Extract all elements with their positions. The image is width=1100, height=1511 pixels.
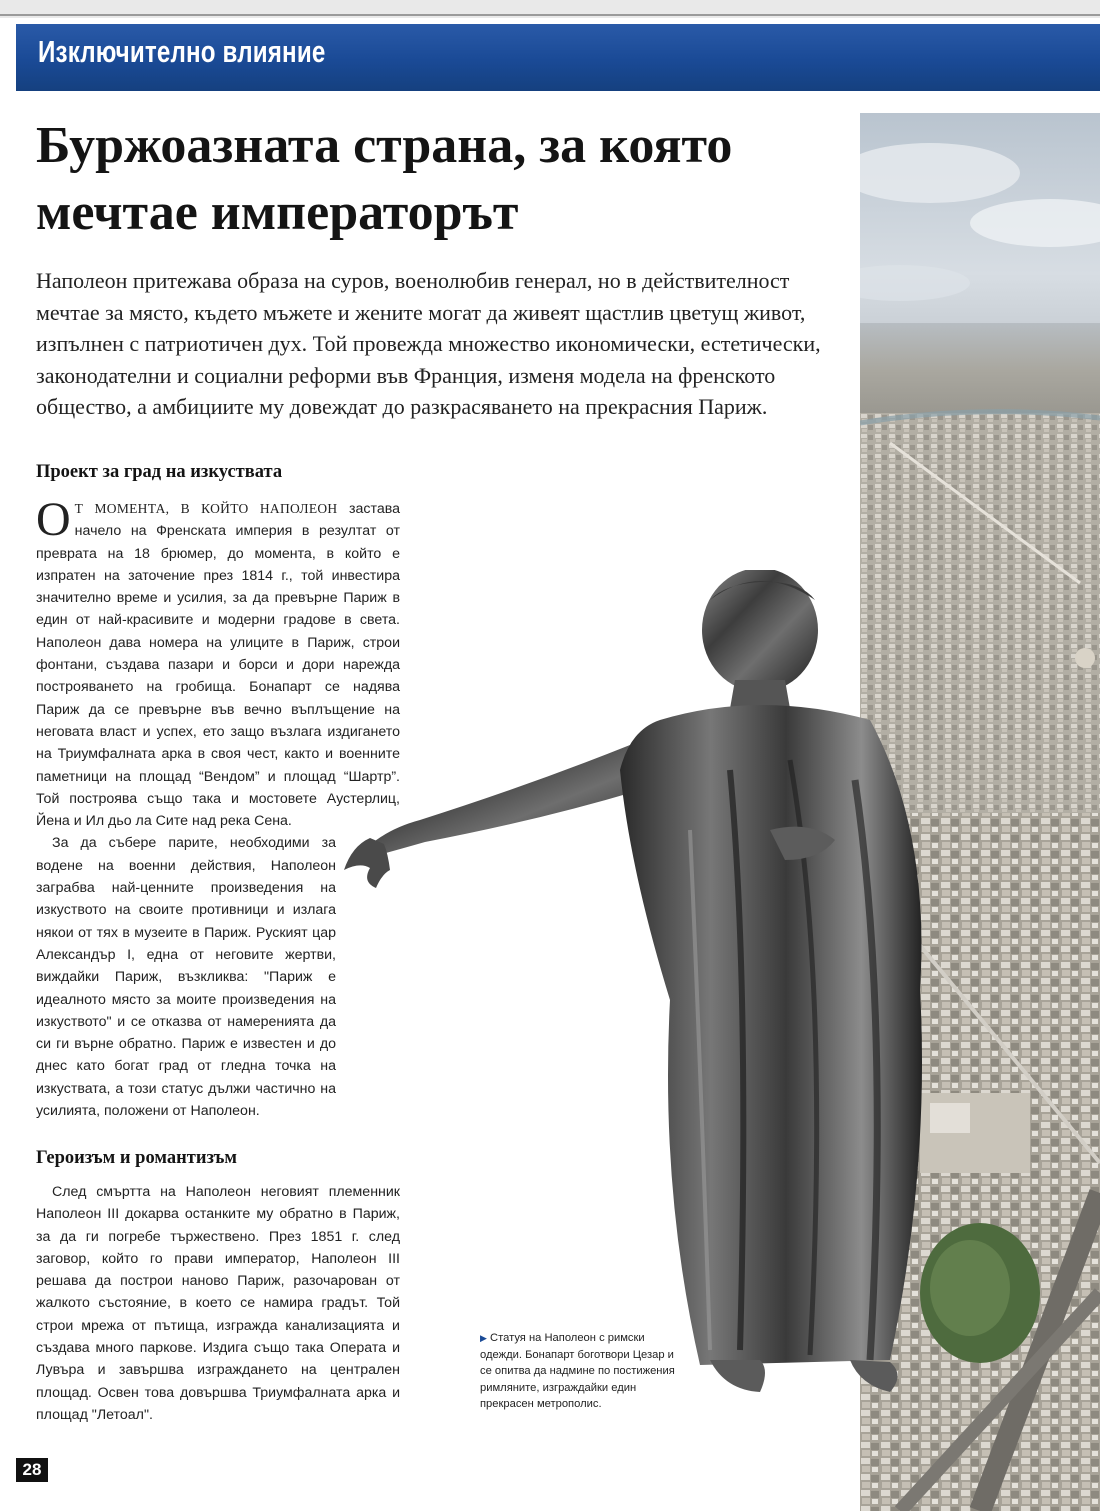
dropcap: О [36, 493, 71, 546]
napoleon-statue-image [330, 570, 970, 1430]
statue-caption-text: Статуя на Наполеон с римски одежди. Бонапарт боготвори Цезар и се опитва да надмине по постижения римляните, изграждайки един прекрасен метрополис. [480, 1332, 675, 1410]
section1-heading: Проект за град на изкуствата [36, 462, 283, 482]
smallcaps-lead-in: Т МОМЕНТА, В КОЙТО НАПОЛЕОН [74, 501, 338, 516]
section2-paragraph-1: След смъртта на Наполеон неговият племенник Наполеон III докарва останките му обратно в Париж, за да ги погребе тържествено. През 1851 г. след заговор, който го прави император, Наполеон III решава да построи наново Париж, разочарован от жалкото състояние, в което се намира градът. Той строи мрежа от пътища, изгражда канализацията и създава много паркове. Издига също така Операта и Лувъра и завършва изграждането на централен площад. Освен това довършва Триумфалната арка и площад "Летоал". [36, 1184, 400, 1423]
section1-paragraph-2: За да събере парите, необходими за водене на военни действия, Наполеон заграбва най-ценните произведения на изкуството на своите противници и излага някои от тях в музеите в Париж. Руският цар Александър I, една от неговите жертви, виждайки Париж, възкликва: "Париж е идеалното място за моите произведения на изкуството" и се отказва от намеренията да си ги върне обратно. Париж е известен и до днес като богат град от гледна точка на изкуствата, а този статус дължи частично на усилията, положени от Наполеон. [36, 835, 336, 1120]
article-lead: Наполеон притежава образа на суров, военолюбив генерал, но в действителност мечтае за място, където мъжете и жените могат да живеят щастлив цветущ живот, изпълнен с патриотичен дух. Той провежда множество икономически, естетически, законодателни и социални реформи във Франция, изменя модела на френското общество, а амбициите му довеждат до разкрасяването на прекрасния Париж. [36, 268, 821, 419]
section-banner [16, 24, 1100, 91]
section2-heading: Героизъм и романтизъм [36, 1148, 238, 1168]
section-label: Изключително влияние [38, 34, 326, 69]
page-top-edge [0, 0, 1100, 18]
statue-caption [480, 1330, 680, 1413]
page-number: 28 [16, 1458, 48, 1482]
article-title: Буржоазната страна, за която мечтае императорът [36, 117, 733, 241]
triangle-right-icon: ▶ [480, 1333, 487, 1343]
section1-p1-text: застава начело на Френската империя в резултат от превратa на 18 брюмер, до момента, в който е изпратен на заточение през 1814 г., той инвестира значително време и усилия, за да превърне Париж в един от най-красивите и модерни градове в света. Наполеон дава номера на улиците в Париж, строи фонтани, създава пазари и борси и дори нарежда построяването на гробища. Бонапарт се надява Париж да се превърне във вечно въплъщение на неговата власт и успех, ето защо възлага издигането на Триумфалната арка в своя чест, както и военните паметници на площад “Вендом” и площад “Шартр”. Той построява също така и мостовете Аустерлиц, Йена и Ил дьо ла Сите над река Сена. [36, 501, 400, 830]
